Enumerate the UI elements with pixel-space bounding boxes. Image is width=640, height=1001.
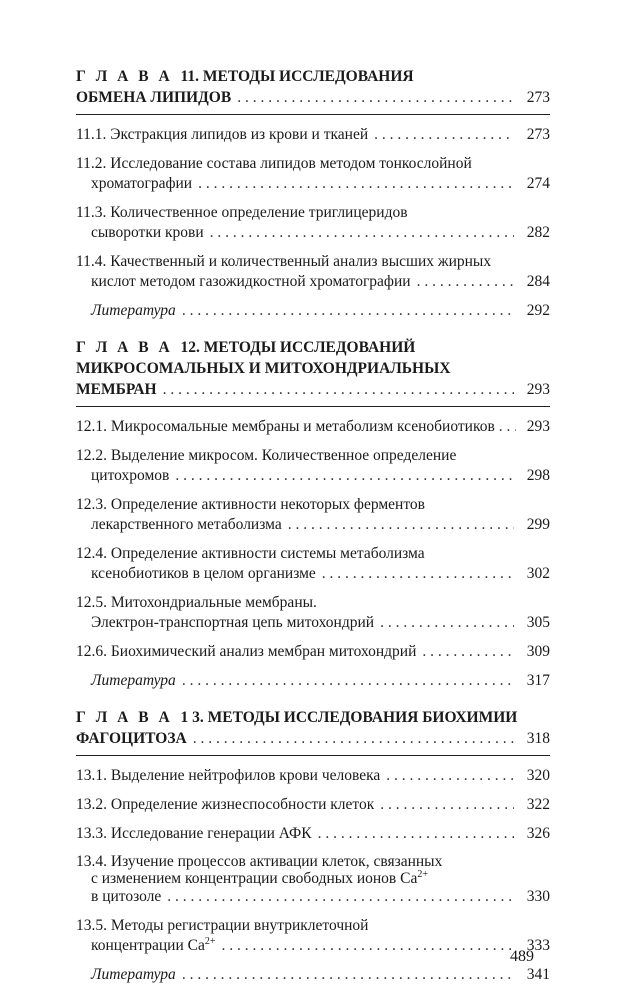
page-number: 282 [526,224,550,241]
entry-title: 12.6. Биохимический анализ мембран митохондрий [76,643,417,660]
page-number: 273 [526,89,550,106]
toc-entry[interactable] [76,252,550,292]
toc-entry[interactable] [76,203,550,243]
superscript: 2+ [204,936,216,947]
entry-title-cont: кислот методом газожидкостной хроматографии [91,273,411,290]
entry-title: 11.1. Экстракция липидов из крови и тканей [76,126,369,143]
entry-title: 12.5. Митохондриальные мембраны. [76,594,317,611]
chapter-label: Г Л А В А [76,68,173,85]
superscript: 2+ [417,869,428,880]
page-number: 274 [526,175,550,192]
chapter-13 [76,707,550,985]
toc-entry[interactable] [76,853,550,907]
toc-entry[interactable] [76,593,550,633]
entry-title-cont: цитохромов [91,467,170,484]
chapter-title-line: ОБМЕНА ЛИПИДОВ [76,89,232,106]
chapter-title-line: 12. МЕТОДЫ ИССЛЕДОВАНИЙ [180,339,416,356]
chapter-11 [76,66,550,321]
entry-title-cont: хроматографии [91,175,193,192]
literature-label: Литература [91,966,176,983]
table-of-contents [76,66,550,997]
toc-entry[interactable] [76,446,550,486]
page-number: 326 [526,825,550,842]
page-number: 317 [526,672,550,689]
page-number: 284 [526,273,550,290]
chapter-title-line: ФАГОЦИТОЗА [76,730,187,747]
chapter-title [76,66,550,108]
chapter-title-line: 1 3. МЕТОДЫ ИССЛЕДОВАНИЯ БИОХИМИИ [180,709,518,726]
toc-entry[interactable] [76,125,550,145]
toc-entry-literature[interactable] [76,301,550,321]
page-number: 305 [526,614,550,631]
chapter-title [76,707,550,749]
entry-title-cont: ксенобиотиков в целом организме [91,565,316,582]
entry-title: 13.5. Методы регистрации внутриклеточной [76,917,369,934]
entry-title-cont: лекарственного метаболизма [91,516,282,533]
entry-title: 11.4. Качественный и количественный анализ высших жирных [76,253,492,270]
chapter-label: Г Л А В А [76,339,173,356]
page-number: 333 [526,937,550,954]
page-number: 318 [526,730,550,747]
divider [76,755,550,756]
page-number: 302 [526,565,550,582]
chapter-title-line: МИКРОСОМАЛЬНЫХ И МИТОХОНДРИАЛЬНЫХ [76,360,451,377]
toc-entry[interactable] [76,495,550,535]
entry-title: 12.4. Определение активности системы метаболизма [76,545,425,562]
chapter-title [76,337,550,400]
toc-entry[interactable] [76,766,550,786]
entry-title: 12.3. Определение активности некоторых ферментов [76,496,425,513]
page-number: 322 [526,796,550,813]
toc-entry[interactable] [76,824,550,844]
entry-title: 11.3. Количественное определение триглицеридов [76,204,408,221]
entry-title-cont: Электрон-транспортная цепь митохондрий [91,614,375,631]
entry-title: 13.4. Изучение процессов активации клеток, связанных [76,853,443,870]
toc-entry[interactable] [76,795,550,815]
toc-entry[interactable] [76,154,550,194]
toc-entry[interactable] [76,417,550,437]
toc-entry-literature[interactable] [76,671,550,691]
toc-entry[interactable] [76,916,550,956]
entry-title: 12.2. Выделение микросом. Количественное определение [76,447,457,464]
page-number: 292 [526,302,550,319]
entry-title: 11.2. Исследование состава липидов методом тонкослойной [76,155,472,172]
entry-title: 13.2. Определение жизнеспособности клеток [76,796,375,813]
page-number: 341 [526,966,550,983]
divider [76,114,550,115]
literature-label: Литература [91,302,176,319]
page-folio: 489 [510,948,534,965]
entry-title-cont: сыворотки крови [91,224,204,241]
page-number: 320 [526,767,550,784]
toc-entry[interactable] [76,544,550,584]
entry-title-cont: в цитозоле [91,888,162,905]
chapter-title-line: МЕМБРАН [76,381,157,398]
entry-title: 13.1. Выделение нейтрофилов крови человека [76,767,381,784]
entry-title: 13.3. Исследование генерации АФК [76,825,312,842]
page-number: 330 [526,888,550,905]
page-number: 298 [526,467,550,484]
page-number: 293 [526,381,550,398]
page-number: 309 [526,643,550,660]
chapter-12 [76,337,550,691]
toc-entry[interactable] [76,642,550,662]
entry-title: 12.1. Микросомальные мембраны и метаболизм ксенобиотиков [76,418,495,435]
page-number: 293 [526,418,550,435]
page-number: 273 [526,126,550,143]
chapter-title-line: 11. МЕТОДЫ ИССЛЕДОВАНИЯ [180,68,414,85]
divider [76,406,550,407]
page-number: 299 [526,516,550,533]
toc-entry-literature[interactable] [76,965,550,985]
chapter-label: Г Л А В А [76,709,173,726]
entry-title-cont: концентрации Ca [91,937,205,954]
entry-title-cont: с изменением концентрации свободных ионов Ca [91,870,418,887]
literature-label: Литература [91,672,176,689]
